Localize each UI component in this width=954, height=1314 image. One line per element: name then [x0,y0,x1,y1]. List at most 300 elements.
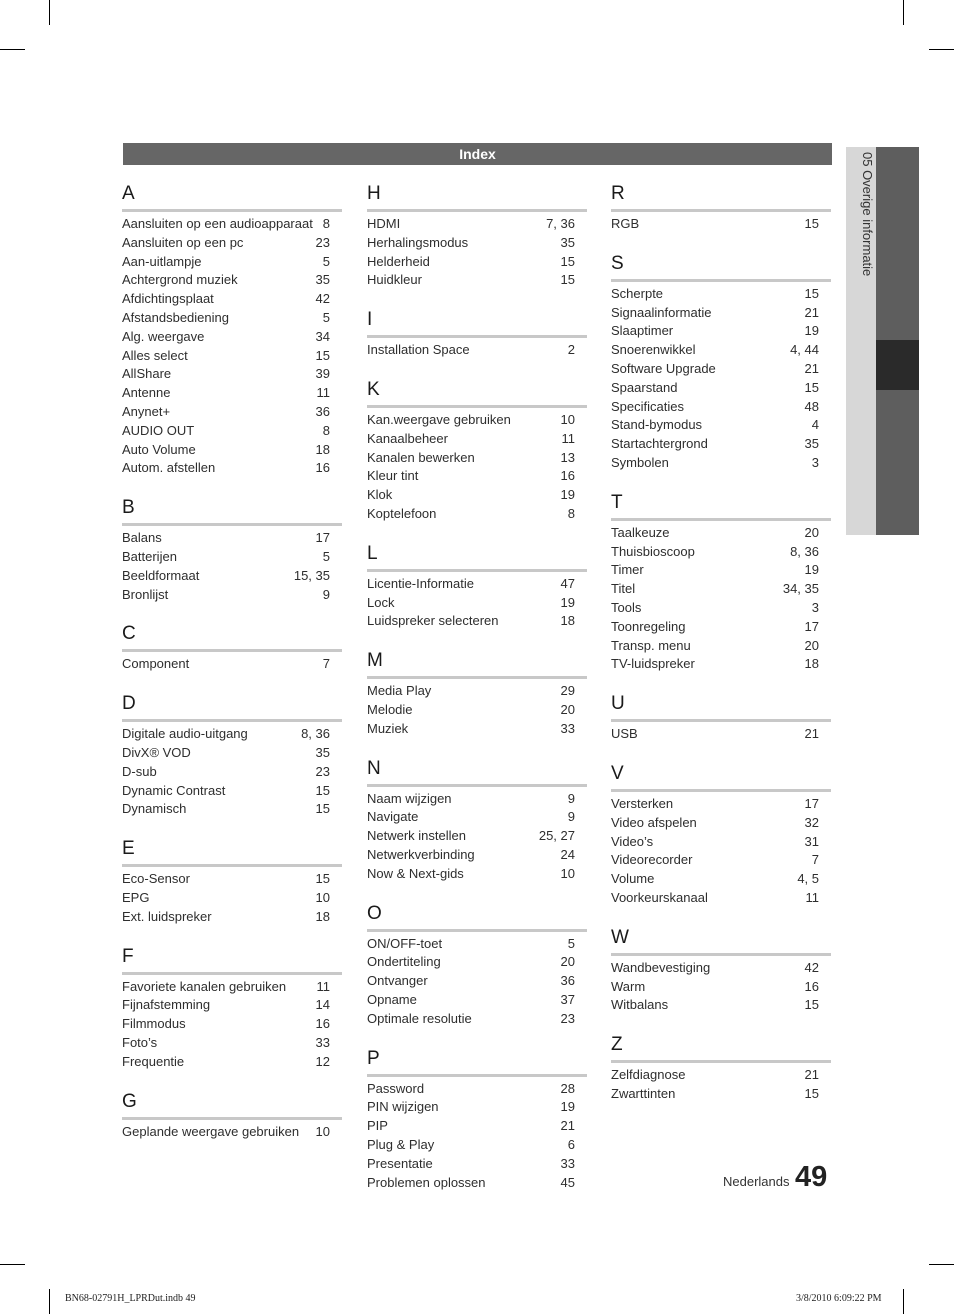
index-section-h [367,178,587,290]
entry-page: 4, 44 [790,342,819,358]
entry-term: TV-luidspreker [611,656,695,672]
section-divider [367,405,587,408]
index-entry [611,996,831,1015]
crop-mark [929,1264,954,1265]
entry-term: Fijnafstemming [122,997,211,1013]
section-divider [122,209,342,212]
entry-page: 34 [315,328,330,344]
entry-page: 15 [560,253,575,269]
section-letter: V [611,762,624,784]
entry-term: Password [367,1080,425,1096]
entry-page: 16 [315,1016,330,1032]
index-entry [122,889,342,908]
entry-term: Dynamic Contrast [122,782,226,798]
entry-term: Muziek [367,720,409,736]
index-section-t [611,487,831,674]
index-entry [367,575,587,594]
entry-term: Achtergrond muziek [122,272,238,288]
index-entry [122,422,342,441]
entry-page: 8 [322,216,330,231]
entry-term: Installation Space [367,342,470,358]
entry-page: 5 [567,935,575,951]
index-entry [367,1080,587,1099]
section-letter: N [367,757,381,779]
index-entry [611,561,831,580]
index-entry [611,870,831,889]
section-divider [122,523,342,526]
entry-page: 33 [560,720,575,736]
entry-term: Zelfdiagnose [611,1067,686,1083]
section-letter: P [367,1047,380,1069]
entry-page: 11 [561,430,575,446]
index-entry [611,618,831,637]
entry-term: RGB [611,216,640,231]
index-entry [367,953,587,972]
entry-page: 20 [804,637,819,653]
index-entry [611,959,831,978]
crop-mark [929,49,954,50]
entry-page: 15 [804,1085,819,1101]
entry-page: 18 [315,908,330,924]
entry-term: Beeldformaat [122,567,200,583]
entry-term: Herhalingsmodus [367,234,469,250]
entry-term: Eco-Sensor [122,871,190,887]
index-entry [611,1085,831,1104]
index-entry [122,441,342,460]
entry-page: 10 [315,889,330,905]
entry-term: Optimale resolutie [367,1010,472,1026]
index-entry [367,701,587,720]
index-section-g [122,1086,342,1142]
section-letter: F [122,945,134,967]
entry-term: Huidkleur [367,272,422,288]
index-entry [611,795,831,814]
entry-page: 21 [804,726,819,742]
entry-page: 8 [567,505,575,521]
entry-term: Versterken [611,795,674,811]
index-entry [122,586,342,605]
entry-page: 33 [315,1034,330,1050]
index-entry [367,935,587,954]
entry-term: Koptelefoon [367,505,437,521]
index-entry [367,467,587,486]
section-letter: C [122,623,136,645]
entry-term: Navigate [367,809,419,825]
index-section-v [611,758,831,908]
entry-term: Alles select [122,347,188,363]
index-entry [122,529,342,548]
entry-term: Ontvanger [367,973,428,989]
entry-term: Transp. menu [611,637,691,653]
entry-term: Geplande weergave gebruiken [122,1123,300,1139]
index-entry [122,1053,342,1072]
section-letter: L [367,542,378,564]
entry-page: 21 [560,1118,575,1134]
entry-page: 25, 27 [538,828,575,844]
index-entry [611,725,831,744]
entry-term: Presentatie [367,1155,433,1171]
entry-term: Voorkeurskanaal [611,889,708,905]
entry-page: 11 [316,978,330,994]
entry-term: Ext. luidspreker [122,908,212,924]
index-entry [367,1155,587,1174]
entry-term: Volume [611,871,655,887]
index-section-o [367,898,587,1029]
entry-page: 20 [804,524,819,540]
entry-page: 21 [804,304,819,320]
crop-mark [903,0,904,25]
entry-term: Video afspelen [611,814,697,830]
entry-page: 11 [316,385,330,401]
entry-term: ON/OFF-toet [367,935,443,951]
index-section-p [367,1043,587,1193]
index-section-l [367,538,587,631]
entry-term: Taalkeuze [611,524,670,540]
entry-page: 10 [315,1123,330,1139]
entry-page: 9 [567,790,575,806]
entry-term: Luidspreker selecteren [367,613,499,629]
index-entry [367,827,587,846]
entry-page: 15 [804,285,819,301]
entry-page: 23 [315,234,330,250]
entry-term: Alg. weergave [122,328,205,344]
entry-page: 18 [804,656,819,672]
index-entry [367,846,587,865]
entry-page: 19 [804,323,819,339]
section-divider [122,649,342,652]
entry-page: 4 [811,417,819,433]
entry-term: Snoerenwikkel [611,342,696,358]
entry-page: 5 [322,253,330,269]
entry-term: DivX® VOD [122,744,191,760]
index-entry [367,234,587,253]
index-entry [367,430,587,449]
entry-term: Filmmodus [122,1016,186,1032]
entry-page: 16 [315,460,330,476]
entry-page: 16 [804,978,819,994]
crop-mark [49,1289,50,1314]
entry-page: 8 [322,422,330,438]
section-divider [611,1060,831,1063]
section-divider [367,335,587,338]
entry-page: 33 [560,1155,575,1171]
index-entry [367,808,587,827]
index-entry [122,763,342,782]
section-divider [367,929,587,932]
entry-term: Symbolen [611,454,669,470]
entry-term: Warm [611,978,646,994]
index-section-f [122,941,342,1072]
index-section-e [122,833,342,926]
index-entry [367,1136,587,1155]
section-divider [611,518,831,521]
index-entry [611,543,831,562]
section-divider [611,953,831,956]
index-entry [611,524,831,543]
entry-page: 9 [567,809,575,825]
entry-term: Toonregeling [611,618,686,634]
entry-term: Bronlijst [122,586,169,602]
entry-term: Aansluiten op een audioapparaat [122,216,313,231]
entry-term: Aan-uitlampje [122,253,202,269]
section-divider [367,569,587,572]
print-date-info: 3/8/2010 6:09:22 PM [796,1293,882,1304]
entry-term: AUDIO OUT [122,422,195,438]
footer-language: Nederlands [723,1174,790,1189]
entry-page: 21 [804,1067,819,1083]
entry-page: 35 [560,234,575,250]
section-divider [122,719,342,722]
section-letter: G [122,1090,137,1112]
index-section-i [367,304,587,360]
entry-page: 5 [322,548,330,564]
entry-page: 42 [315,291,330,307]
index-entry [611,416,831,435]
entry-page: 23 [315,763,330,779]
entry-term: Thuisbioscoop [611,543,695,559]
index-entry [611,889,831,908]
page-number: 49 [795,1161,828,1193]
entry-term: EPG [122,889,150,905]
entry-term: PIN wijzigen [367,1099,439,1115]
index-entry [367,972,587,991]
index-section-u [611,688,831,744]
section-letter: K [367,378,380,400]
entry-term: Spaarstand [611,379,678,395]
index-entry [367,790,587,809]
entry-term: Balans [122,530,162,546]
crop-mark [49,0,50,25]
side-tab-label: 05 Overige informatie [860,152,875,277]
entry-page: 15 [804,379,819,395]
index-entry [611,215,831,234]
index-section-c [122,618,342,674]
entry-term: Favoriete kanalen gebruiken [122,978,287,994]
index-entry [122,347,342,366]
entry-page: 34, 35 [782,581,819,597]
entry-page: 18 [560,613,575,629]
entry-page: 35 [315,272,330,288]
index-entry [122,459,342,478]
entry-page: 19 [560,487,575,503]
entry-page: 47 [560,575,575,591]
entry-page: 32 [804,814,819,830]
entry-term: Digitale audio-uitgang [122,726,248,742]
index-entry [367,449,587,468]
entry-term: Lock [367,594,395,610]
index-entry [611,833,831,852]
entry-page: 24 [560,846,575,862]
section-letter: A [122,183,135,204]
entry-page: 7 [322,656,330,672]
entry-page: 21 [804,360,819,376]
entry-page: 19 [560,1099,575,1115]
entry-page: 5 [322,309,330,325]
crop-mark [0,1264,25,1265]
index-entry [122,271,342,290]
entry-term: Titel [611,581,636,597]
index-entry [367,505,587,524]
index-entry [122,309,342,328]
index-entry [367,1010,587,1029]
index-section-w [611,922,831,1015]
entry-page: 14 [315,997,330,1013]
entry-term: Netwerk instellen [367,828,466,844]
entry-page: 15 [315,801,330,817]
entry-page: 36 [315,403,330,419]
crop-mark [0,49,25,50]
index-entry [122,870,342,889]
entry-page: 10 [560,411,575,427]
entry-page: 3 [811,454,819,470]
index-section-b [122,492,342,604]
entry-term: HDMI [367,216,401,231]
entry-term: Klok [367,487,393,503]
index-column-2 [367,178,587,1206]
entry-term: Anynet+ [122,403,171,419]
entry-page: 17 [315,530,330,546]
section-letter: D [122,693,136,715]
index-entry [122,403,342,422]
index-entry [122,328,342,347]
entry-page: 36 [560,973,575,989]
section-divider [611,789,831,792]
index-entry [367,271,587,290]
entry-page: 12 [315,1053,330,1069]
index-section-d [122,688,342,819]
entry-term: Opname [367,991,417,1007]
index-entry [122,655,342,674]
index-header: Index [123,143,832,165]
entry-term: Melodie [367,701,413,717]
entry-page: 10 [560,865,575,881]
print-file-info: BN68-02791H_LPRDut.indb 49 [65,1293,196,1304]
index-entry [122,290,342,309]
entry-term: Startachtergrond [611,436,708,452]
section-divider [611,209,831,212]
entry-term: USB [611,726,638,742]
index-entry [122,800,342,819]
index-entry [122,1015,342,1034]
crop-mark [903,1289,904,1314]
index-entry [122,1123,342,1142]
entry-page: 15 [315,347,330,363]
entry-term: Aansluiten op een pc [122,234,244,250]
entry-page: 4, 5 [797,871,819,887]
index-section-s [611,248,831,473]
index-entry [367,341,587,360]
entry-page: 15, 35 [293,567,330,583]
entry-page: 7, 36 [546,216,575,231]
entry-page: 18 [315,441,330,457]
index-entry [367,1117,587,1136]
section-letter: W [611,926,629,948]
entry-page: 28 [560,1080,575,1096]
index-entry [367,1174,587,1193]
entry-page: 9 [322,586,330,602]
section-divider [122,972,342,975]
entry-term: Kanaalbeheer [367,430,448,446]
index-entry [611,435,831,454]
entry-term: Ondertiteling [367,954,441,970]
index-entry [122,384,342,403]
entry-page: 15 [315,782,330,798]
index-entry [611,978,831,997]
entry-term: Media Play [367,683,432,699]
index-entry [122,548,342,567]
entry-term: Zwarttinten [611,1085,676,1101]
entry-term: Stand-bymodus [611,417,703,433]
entry-page: 17 [804,618,819,634]
index-entry [122,996,342,1015]
index-entry [367,865,587,884]
index-entry [122,365,342,384]
entry-page: 35 [315,744,330,760]
entry-term: Videorecorder [611,852,693,868]
section-divider [367,1074,587,1077]
index-entry [611,454,831,473]
entry-page: 7 [811,852,819,868]
index-section-a [122,178,342,478]
entry-term: Scherpte [611,285,664,301]
index-entry [367,612,587,631]
index-entry [122,725,342,744]
entry-term: Kan.weergave gebruiken [367,411,511,427]
index-entry [122,253,342,272]
entry-term: Problemen oplossen [367,1174,486,1190]
section-divider [122,864,342,867]
index-entry [367,486,587,505]
entry-page: 31 [804,833,819,849]
entry-page: 48 [804,398,819,414]
section-letter: M [367,650,383,672]
section-letter: U [611,693,625,715]
entry-page: 11 [805,889,819,905]
entry-term: Tools [611,599,642,615]
entry-page: 23 [560,1010,575,1026]
index-entry [611,398,831,417]
entry-term: Batterijen [122,548,177,564]
index-section-m [367,645,587,738]
entry-term: Kleur tint [367,468,419,484]
index-entry [122,215,342,234]
index-entry [611,304,831,323]
index-entry [611,1066,831,1085]
entry-term: Now & Next-gids [367,865,464,881]
entry-term: Naam wijzigen [367,790,452,806]
entry-term: Slaaptimer [611,323,674,339]
section-divider [367,209,587,212]
index-entry [611,341,831,360]
entry-page: 20 [560,954,575,970]
index-entry [611,379,831,398]
entry-term: Wandbevestiging [611,959,711,975]
section-letter: B [122,497,135,519]
section-letter: H [367,183,381,204]
index-section-k [367,374,587,524]
section-divider [367,784,587,787]
index-column-3 [611,178,831,1118]
entry-page: 15 [804,997,819,1013]
entry-term: Specificaties [611,398,684,414]
index-entry [611,814,831,833]
entry-page: 19 [560,594,575,610]
entry-page: 2 [567,342,575,358]
entry-page: 8, 36 [790,543,819,559]
index-entry [122,1034,342,1053]
entry-term: Licentie-Informatie [367,575,474,591]
section-divider [367,676,587,679]
